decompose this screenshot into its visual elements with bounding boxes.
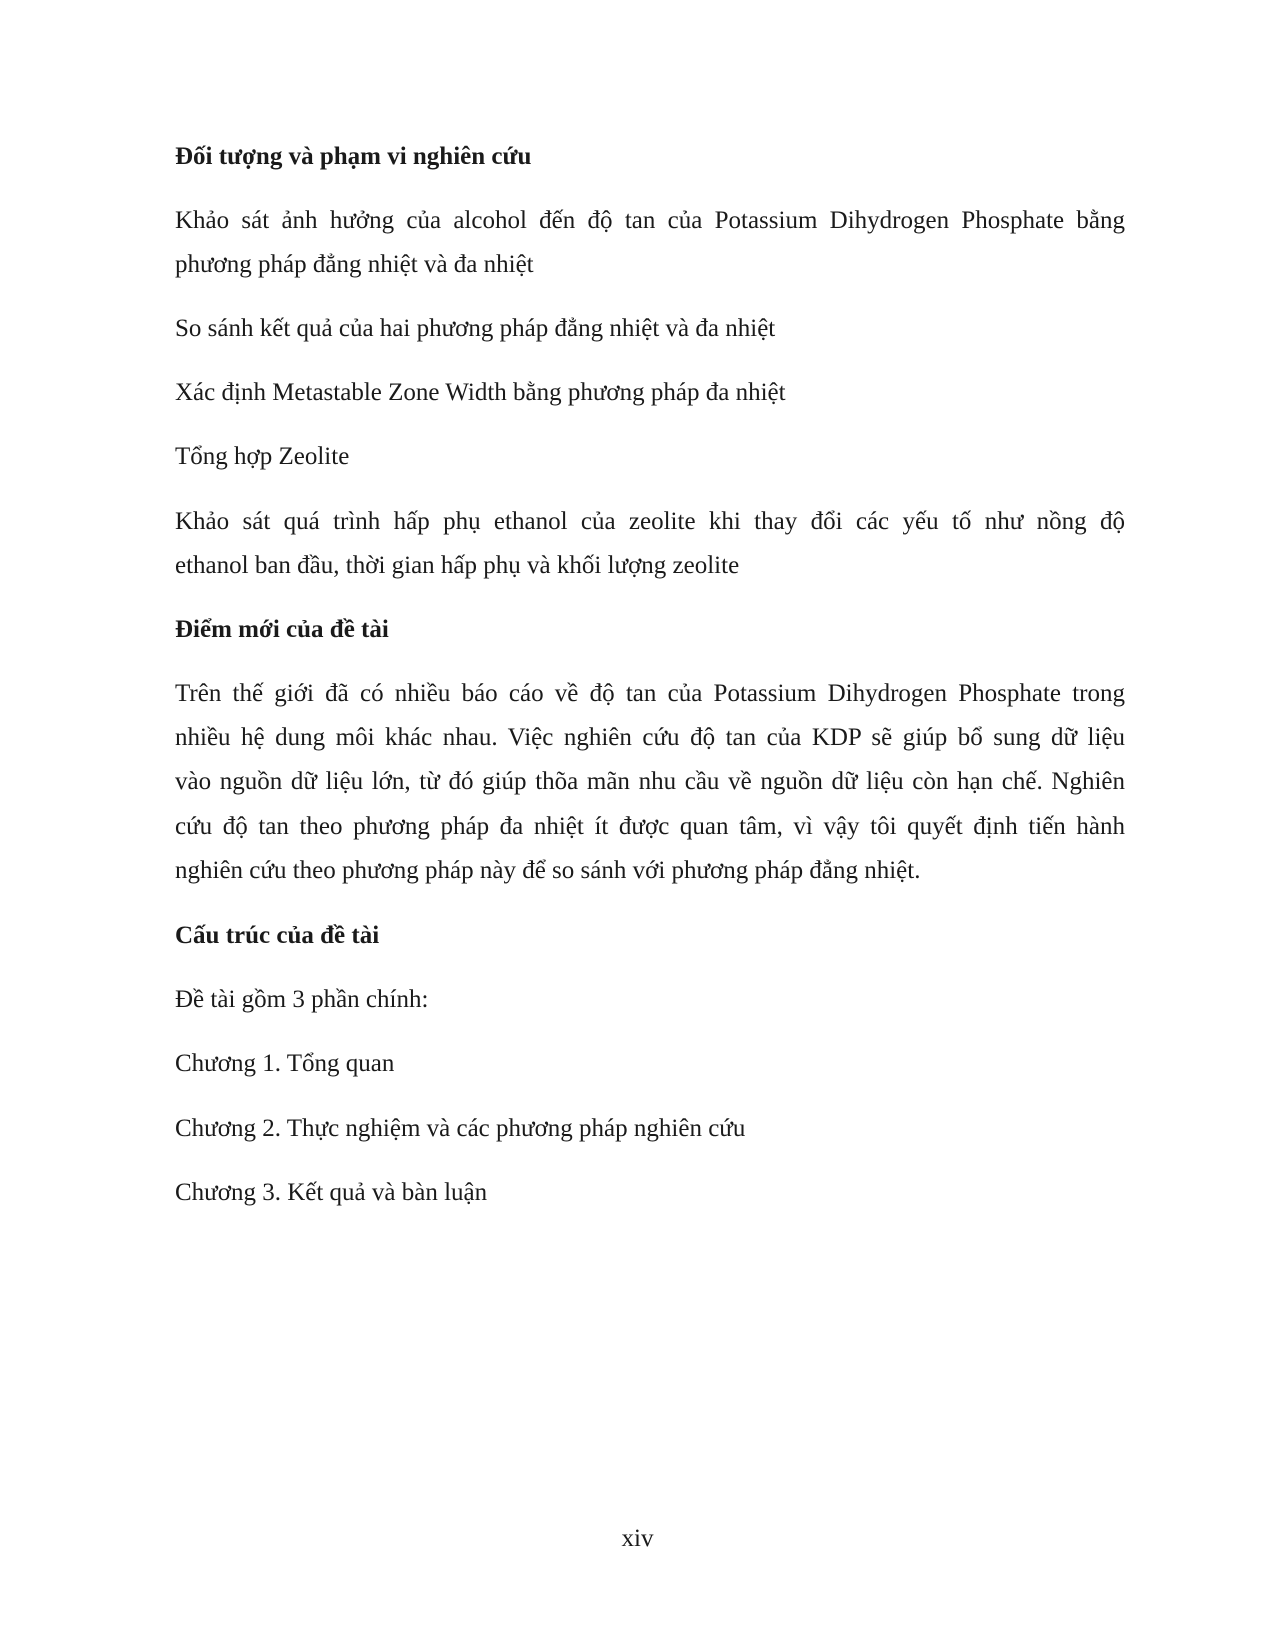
chapter-list-item: Chương 3. Kết quả và bàn luận — [175, 1179, 488, 1206]
novelty-paragraph-line-5: nghiên cứu theo phương pháp này để so sánh với phương pháp đẳng nhiệt. — [175, 857, 921, 884]
scope-paragraph-1-line-1: Khảo sát ảnh hưởng của alcohol đến độ tan của Potassium Dihydrogen Phosphate bằng — [175, 207, 1125, 234]
section-heading-novelty: Điểm mới của đề tài — [175, 616, 389, 643]
novelty-paragraph-line-4: cứu độ tan theo phương pháp đa nhiệt ít được quan tâm, vì vậy tôi quyết định tiến hành — [175, 813, 1125, 840]
chapter-list-item: Chương 1. Tổng quan — [175, 1050, 395, 1077]
novelty-paragraph-line-2: nhiều hệ dung môi khác nhau. Việc nghiên cứu độ tan của KDP sẽ giúp bổ sung dữ liệu — [175, 724, 1125, 751]
scope-paragraph-5-line-1: Khảo sát quá trình hấp phụ ethanol của zeolite khi thay đổi các yếu tố như nồng độ — [175, 508, 1125, 535]
chapter-list-item: Chương 2. Thực nghiệm và các phương pháp nghiên cứu — [175, 1115, 746, 1142]
section-heading-structure: Cấu trúc của đề tài — [175, 922, 380, 949]
scope-paragraph-1-line-2: phương pháp đẳng nhiệt và đa nhiệt — [175, 251, 534, 278]
structure-intro: Đề tài gồm 3 phần chính: — [175, 986, 429, 1013]
scope-paragraph-2: So sánh kết quả của hai phương pháp đẳng nhiệt và đa nhiệt — [175, 315, 776, 342]
page-number: xiv — [621, 1525, 654, 1552]
scope-paragraph-4: Tổng hợp Zeolite — [175, 443, 350, 470]
novelty-paragraph-line-3: vào nguồn dữ liệu lớn, từ đó giúp thõa mãn nhu cầu về nguồn dữ liệu còn hạn chế. Nghiên — [175, 768, 1125, 795]
section-heading-scope: Đối tượng và phạm vi nghiên cứu — [175, 143, 532, 170]
novelty-paragraph-line-1: Trên thế giới đã có nhiều báo cáo về độ tan của Potassium Dihydrogen Phosphate trong — [175, 680, 1125, 707]
scope-paragraph-5-line-2: ethanol ban đầu, thời gian hấp phụ và khối lượng zeolite — [175, 552, 740, 579]
scope-paragraph-3: Xác định Metastable Zone Width bằng phương pháp đa nhiệt — [175, 379, 786, 406]
